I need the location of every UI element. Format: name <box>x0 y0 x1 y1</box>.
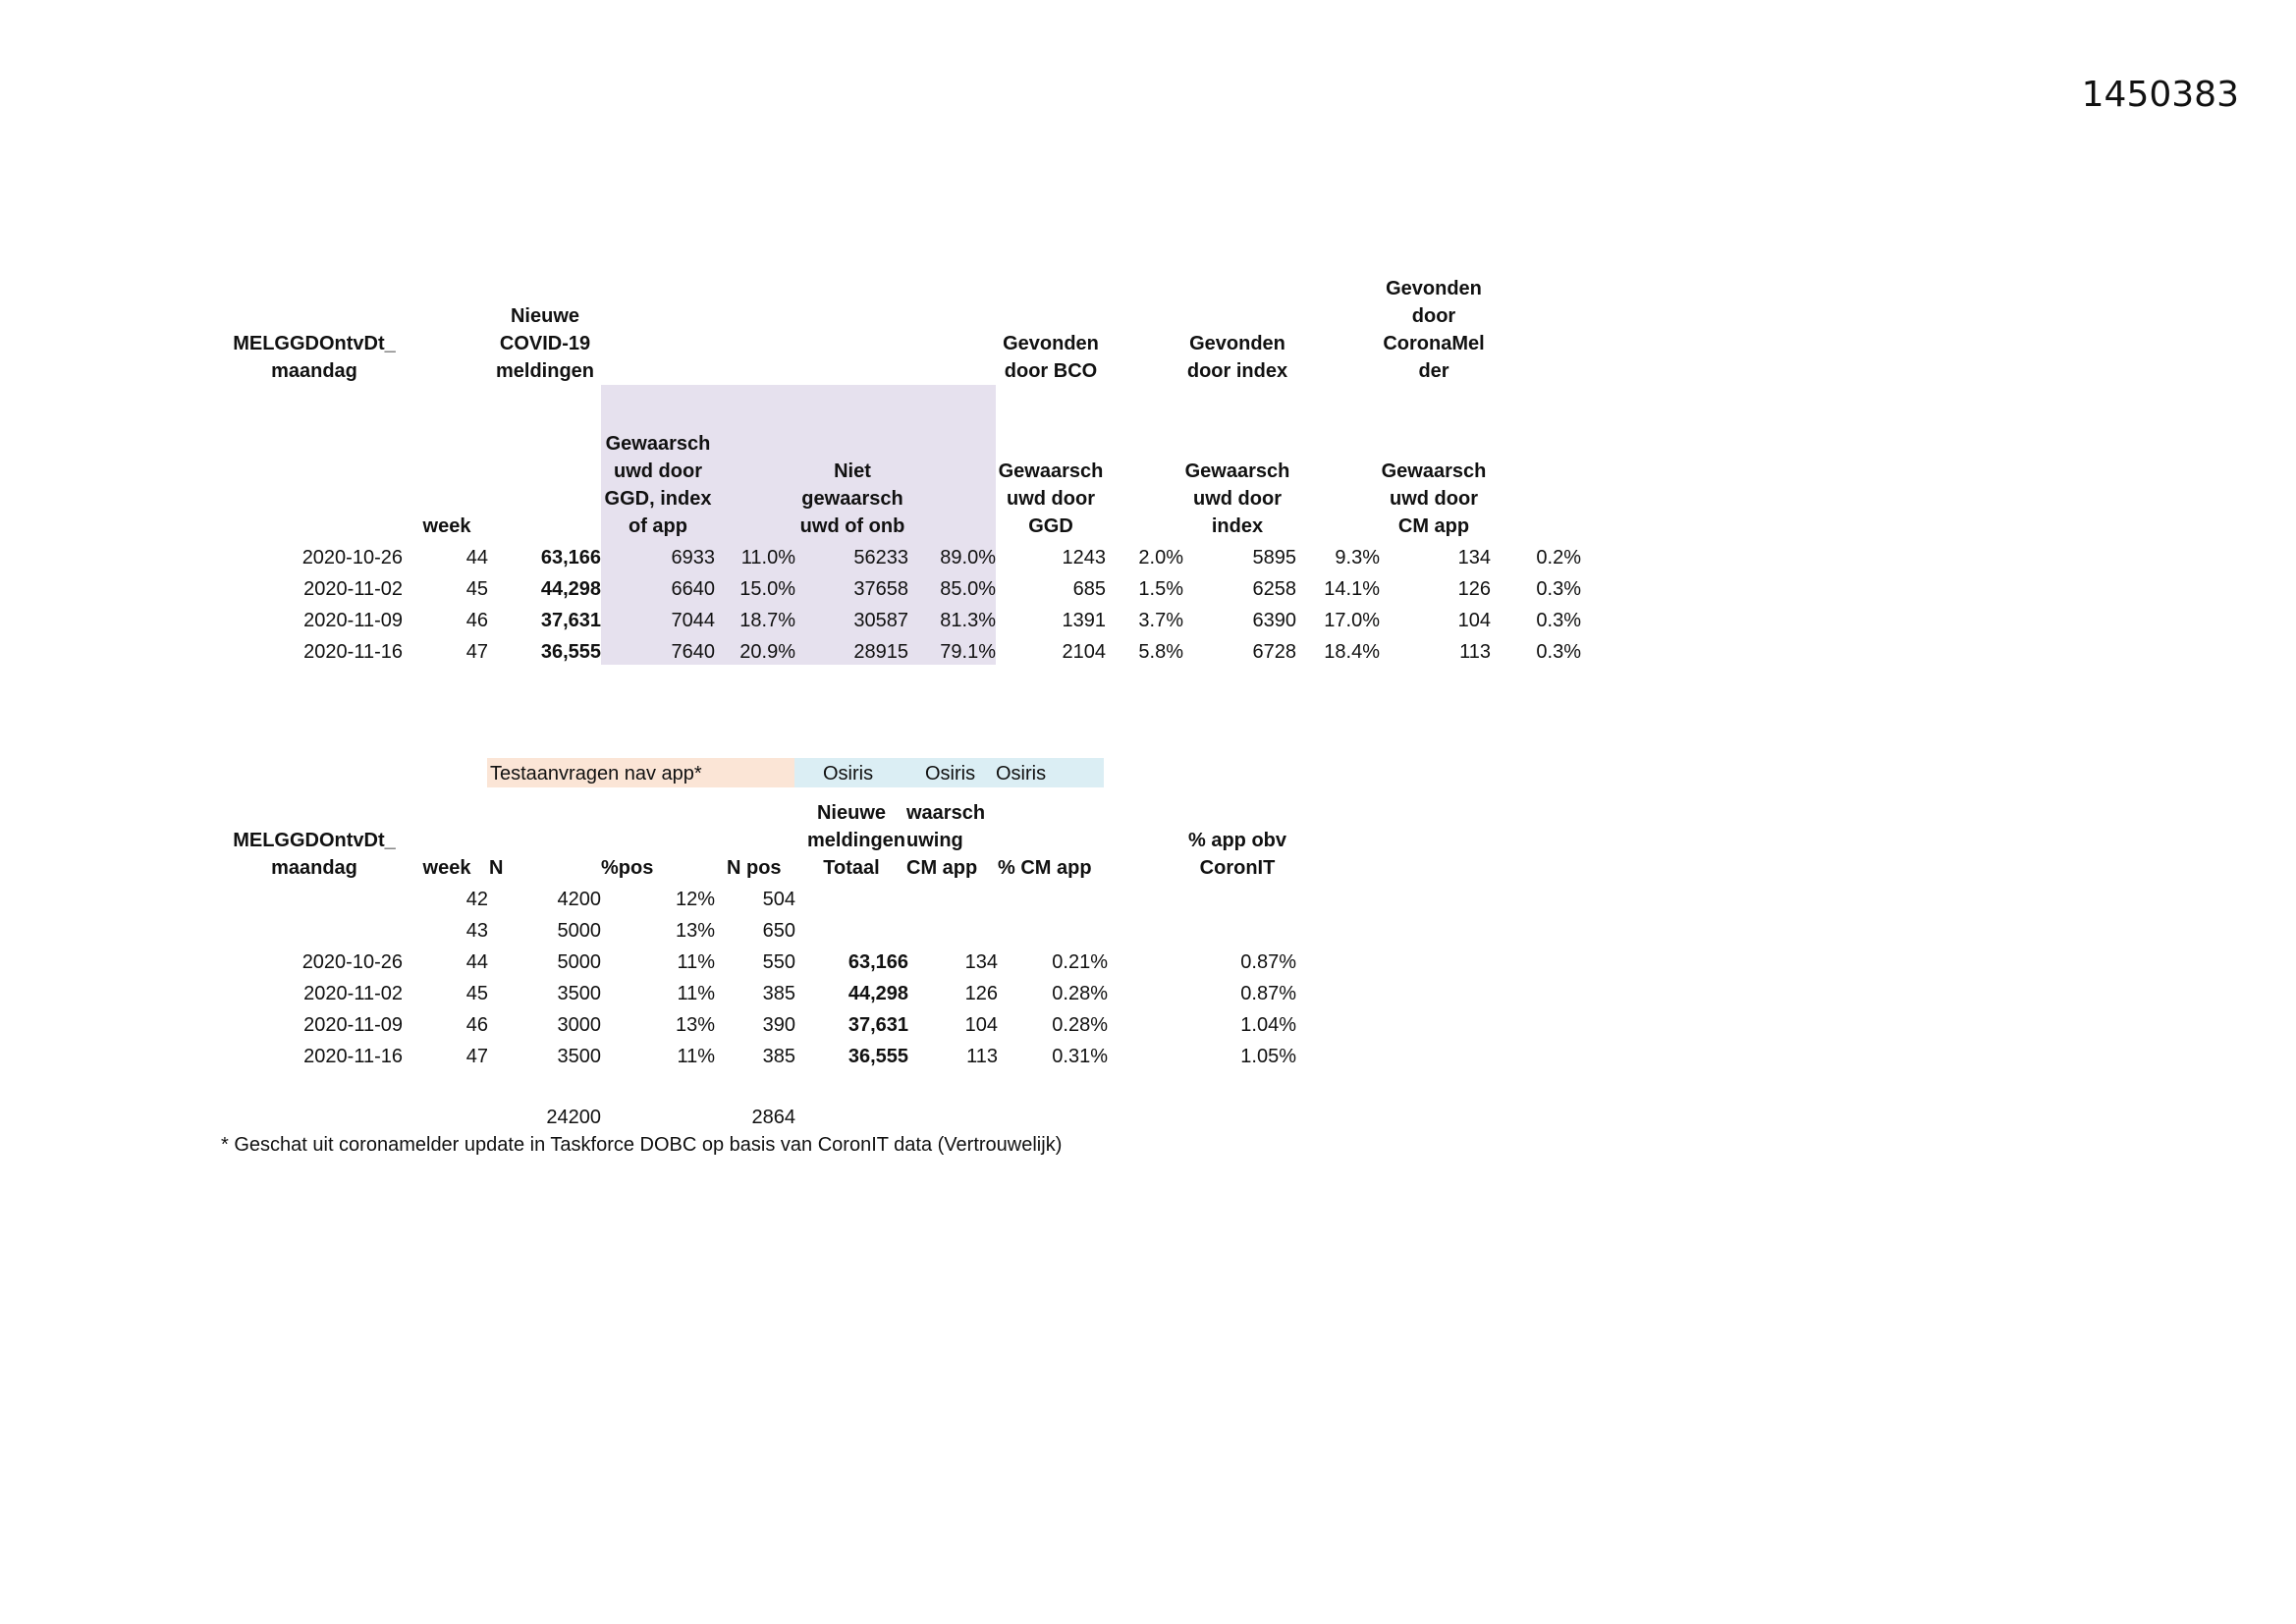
t2-cell-npos: 385 <box>762 1046 795 1067</box>
t2-header-npos: N pos <box>727 857 782 879</box>
t2-cell-week: 47 <box>465 1046 488 1067</box>
t2-cell-pos: 11% <box>677 951 715 973</box>
header-date: MELGGDOntvDt_ maandag <box>233 333 396 382</box>
t2-cell-cm: 126 <box>964 983 998 1004</box>
t2-cell-pos: 11% <box>677 1046 715 1067</box>
t1-cell-gw_pct: 11.0% <box>740 547 795 568</box>
t2-cell-npos: 504 <box>762 889 795 910</box>
header-gewaarsch-ggd: Gewaarsch uwd door GGD <box>998 460 1104 537</box>
t1-cell-gw: 7044 <box>671 610 715 631</box>
t2-cell-pos: 13% <box>675 920 715 942</box>
t1-cell-niet_pct: 89.0% <box>940 547 996 568</box>
t1-cell-idx_pct: 17.0% <box>1324 610 1380 631</box>
t1-cell-ggd: 1243 <box>1062 547 1106 568</box>
t2-cell-npos: 550 <box>762 951 795 973</box>
t1-cell-cm: 134 <box>1457 547 1491 568</box>
t1-cell-niet_pct: 81.3% <box>940 610 996 631</box>
t1-cell-cm_pct: 0.3% <box>1536 610 1581 631</box>
t1-cell-gw_pct: 18.7% <box>739 610 795 631</box>
t1-cell-idx: 6728 <box>1252 641 1296 663</box>
t1-cell-cm_pct: 0.2% <box>1536 547 1581 568</box>
t1-cell-ggd_pct: 3.7% <box>1138 610 1183 631</box>
t2-cell-date: 2020-11-16 <box>303 1046 403 1067</box>
band-label-osiris-2: Osiris <box>925 763 976 785</box>
t1-cell-nieuwe: 44,298 <box>540 578 601 600</box>
header-gewaarsch-index: Gewaarsch uwd door index <box>1184 460 1290 537</box>
t2-cell-pos: 12% <box>675 889 715 910</box>
t1-cell-idx_pct: 18.4% <box>1324 641 1380 663</box>
footnote: * Geschat uit coronamelder update in Taskforce DOBC op basis van CoronIT data (Vertrouwelijk) <box>221 1134 1063 1156</box>
t1-cell-cm: 104 <box>1457 610 1491 631</box>
t2-header-n: N <box>489 857 504 879</box>
t1-cell-week: 44 <box>465 547 488 568</box>
t2-cell-week: 45 <box>465 983 488 1004</box>
t1-cell-nieuwe: 37,631 <box>540 610 601 631</box>
t2-cell-pct_cm: 0.28% <box>1052 983 1108 1004</box>
t1-cell-gw_pct: 20.9% <box>739 641 795 663</box>
t2-cell-date: 2020-11-02 <box>303 983 403 1004</box>
t1-cell-ggd: 1391 <box>1062 610 1106 631</box>
band-label-osiris-3: Osiris <box>996 763 1047 785</box>
t1-cell-idx_pct: 9.3% <box>1335 547 1380 568</box>
t2-cell-week: 46 <box>465 1014 488 1036</box>
t2-header-date: MELGGDOntvDt_ maandag <box>233 830 396 879</box>
t1-cell-date: 2020-11-02 <box>303 578 403 600</box>
t1-cell-date: 2020-11-09 <box>303 610 403 631</box>
t1-cell-idx: 6390 <box>1252 610 1296 631</box>
t2-cell-n: 5000 <box>557 920 601 942</box>
t1-cell-idx: 6258 <box>1252 578 1296 600</box>
t1-cell-cm_pct: 0.3% <box>1536 578 1581 600</box>
t2-cell-n: 4200 <box>557 889 601 910</box>
t2-header-waarsch-cm: waarsch uwing CM app <box>906 802 986 879</box>
t2-header-pct-app: % app obv CoronIT <box>1187 830 1286 879</box>
header-gewaarsch-ggd-index-app: Gewaarsch uwd door GGD, index of app <box>604 433 712 537</box>
t1-cell-niet: 30587 <box>853 610 908 631</box>
t2-cell-pct_app: 1.05% <box>1240 1046 1296 1067</box>
header-nieuwe: Nieuwe COVID-19 meldingen <box>495 305 594 382</box>
total-npos: 2864 <box>751 1107 795 1128</box>
header-gevonden-cm: Gevonden door CoronaMel der <box>1383 278 1485 382</box>
t1-cell-niet: 56233 <box>853 547 908 568</box>
header-week: week <box>422 515 471 537</box>
t2-cell-pct_cm: 0.31% <box>1052 1046 1108 1067</box>
header-gewaarsch-cm: Gewaarsch uwd door CM app <box>1381 460 1487 537</box>
t1-cell-nieuwe: 36,555 <box>540 641 601 663</box>
t2-cell-week: 42 <box>465 889 488 910</box>
t1-cell-gw: 6640 <box>671 578 715 600</box>
t2-cell-pct_app: 0.87% <box>1240 951 1296 973</box>
t2-cell-date: 2020-11-09 <box>303 1014 403 1036</box>
t1-cell-cm: 126 <box>1457 578 1491 600</box>
t2-cell-pos: 11% <box>677 983 715 1004</box>
t1-cell-ggd_pct: 1.5% <box>1138 578 1183 600</box>
t2-cell-npos: 390 <box>762 1014 795 1036</box>
t1-cell-cm: 113 <box>1459 641 1491 663</box>
t2-cell-cm: 134 <box>964 951 998 973</box>
t2-header-week: week <box>422 857 471 879</box>
t2-cell-date: 2020-10-26 <box>301 951 403 973</box>
t1-cell-idx: 5895 <box>1252 547 1296 568</box>
document-number: 1450383 <box>2081 75 2239 115</box>
header-gevonden-bco: Gevonden door BCO <box>1003 333 1099 382</box>
t1-cell-ggd_pct: 5.8% <box>1138 641 1183 663</box>
band-label-osiris-1: Osiris <box>823 763 874 785</box>
t2-cell-pos: 13% <box>675 1014 715 1036</box>
t1-cell-niet_pct: 79.1% <box>940 641 996 663</box>
t1-cell-niet: 28915 <box>853 641 908 663</box>
t2-cell-npos: 650 <box>762 920 795 942</box>
t2-cell-pct_cm: 0.21% <box>1052 951 1108 973</box>
t1-cell-gw: 7640 <box>671 641 715 663</box>
t2-cell-week: 44 <box>465 951 488 973</box>
t2-cell-n: 3500 <box>557 983 601 1004</box>
t1-cell-niet: 37658 <box>853 578 908 600</box>
header-niet-gewaarsch: Niet gewaarsch uwd of onb <box>799 460 905 537</box>
t1-cell-ggd_pct: 2.0% <box>1138 547 1183 568</box>
t2-cell-totaal: 36,555 <box>847 1046 908 1067</box>
band-label-testaanvragen: Testaanvragen nav app* <box>490 763 702 785</box>
t2-cell-week: 43 <box>465 920 488 942</box>
t2-cell-n: 3500 <box>557 1046 601 1067</box>
t2-cell-pct_cm: 0.28% <box>1052 1014 1108 1036</box>
t2-header-nieuwe-totaal: Nieuwe meldingen Totaal <box>807 802 906 879</box>
t1-cell-week: 45 <box>465 578 488 600</box>
t2-cell-n: 3000 <box>557 1014 601 1036</box>
t2-cell-pct_app: 0.87% <box>1240 983 1296 1004</box>
t1-cell-ggd: 685 <box>1072 578 1106 600</box>
t2-header-pos: %pos <box>601 857 654 879</box>
t2-cell-totaal: 44,298 <box>847 983 908 1004</box>
t1-cell-niet_pct: 85.0% <box>940 578 996 600</box>
t1-cell-idx_pct: 14.1% <box>1324 578 1380 600</box>
t2-cell-cm: 104 <box>964 1014 998 1036</box>
t1-cell-week: 46 <box>465 610 488 631</box>
total-n: 24200 <box>546 1107 601 1128</box>
t1-cell-date: 2020-11-16 <box>303 641 403 663</box>
t1-cell-date: 2020-10-26 <box>301 547 403 568</box>
t1-cell-gw: 6933 <box>671 547 715 568</box>
t2-cell-n: 5000 <box>557 951 601 973</box>
t1-cell-nieuwe: 63,166 <box>540 547 601 568</box>
t2-header-pct-cm: % CM app <box>998 857 1092 879</box>
t1-cell-gw_pct: 15.0% <box>739 578 795 600</box>
t2-cell-totaal: 37,631 <box>847 1014 908 1036</box>
t1-cell-week: 47 <box>465 641 488 663</box>
t1-cell-cm_pct: 0.3% <box>1536 641 1581 663</box>
header-gevonden-index: Gevonden door index <box>1186 333 1288 382</box>
t2-cell-cm: 113 <box>966 1046 998 1067</box>
t1-cell-ggd: 2104 <box>1062 641 1106 663</box>
t2-cell-pct_app: 1.04% <box>1240 1014 1296 1036</box>
t2-cell-npos: 385 <box>762 983 795 1004</box>
t2-cell-totaal: 63,166 <box>847 951 908 973</box>
